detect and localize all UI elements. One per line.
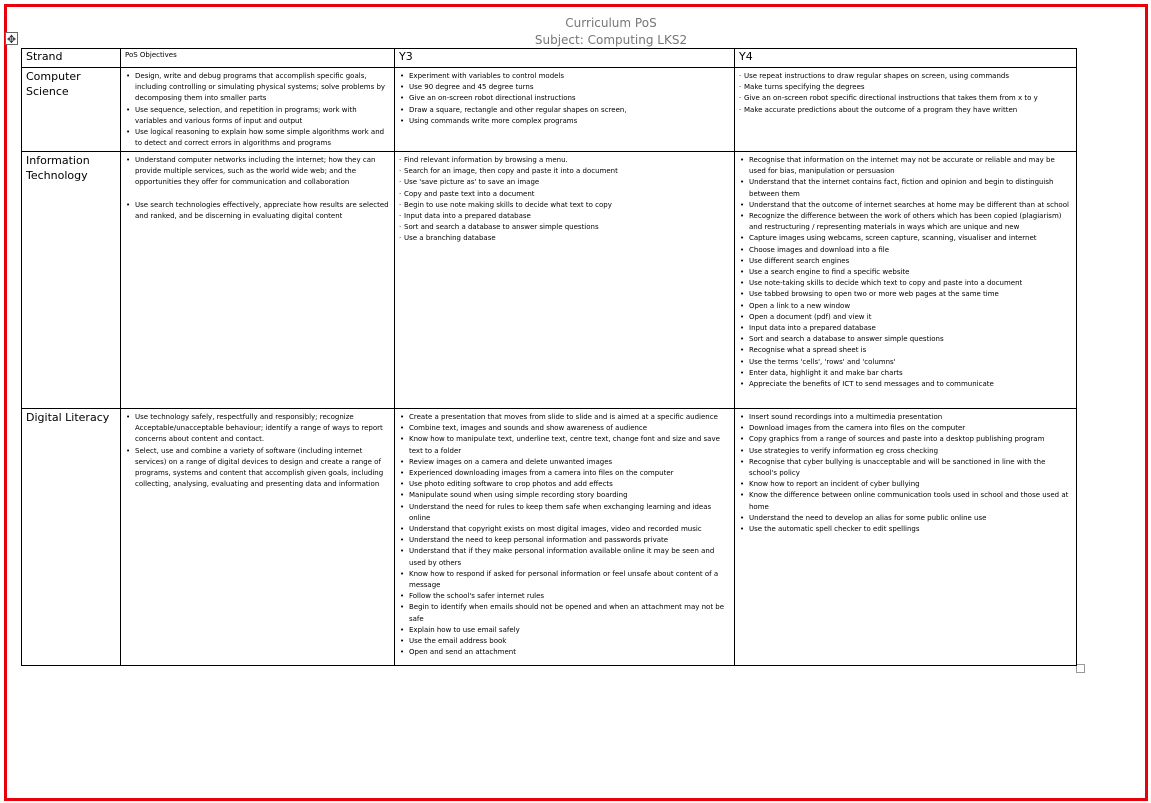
objective-item: • Use tabbed browsing to open two or more web pages at the same time — [739, 289, 1072, 300]
objective-item: · Sort and search a database to answer simple questions — [399, 222, 730, 233]
objective-item: • Design, write and debug programs that accomplish specific goals, including controlling or simulating physical systems; solve problems by decomposing them into smaller parts — [125, 71, 390, 105]
objective-item: · Find relevant information by browsing a menu. — [399, 155, 730, 166]
objective-item: • Recognize the difference between the work of others which has been copied (plagiarism) and restructuring / representing materials in ways which are unique and new — [739, 211, 1072, 233]
objective-item: • Input data into a prepared database — [739, 323, 1072, 334]
objective-item: · Use a branching database — [399, 233, 730, 244]
objective-item: • Explain how to use email safely — [399, 625, 730, 636]
y3-cell — [395, 152, 735, 409]
strand-cell: Digital Literacy — [22, 409, 121, 666]
objective-item: • Understand the need to keep personal information and passwords private — [399, 535, 730, 546]
pos-cell — [121, 409, 395, 666]
objective-item: • Use technology safely, respectfully and responsibly; recognize Acceptable/unacceptable behaviour; identify a range of ways to report concerns about content and contact. — [125, 412, 390, 446]
objective-item: • Use the email address book — [399, 636, 730, 647]
objective-item: • Understand that the internet contains fact, fiction and opinion and begin to distinguish between them — [739, 177, 1072, 199]
objective-item: • Combine text, images and sounds and show awareness of audience — [399, 423, 730, 434]
objective-item: • Begin to identify when emails should not be opened and when an attachment may not be safe — [399, 602, 730, 624]
table-header-row — [22, 49, 1077, 68]
table-resize-handle[interactable] — [1076, 664, 1085, 673]
objective-item: • Download images from the camera into files on the computer — [739, 423, 1072, 434]
objective-item: · Input data into a prepared database — [399, 211, 730, 222]
objective-item: • Know how to manipulate text, underline text, centre text, change font and size and save text to a folder — [399, 434, 730, 456]
objective-item: • Recognise that cyber bullying is unacceptable and will be sanctioned in line with the school's policy — [739, 457, 1072, 479]
objective-item: • Create a presentation that moves from slide to slide and is aimed at a specific audience — [399, 412, 730, 423]
objective-item: • Use the terms 'cells', 'rows' and 'columns' — [739, 357, 1072, 368]
header-strand: Strand — [22, 49, 121, 68]
pos-cell — [121, 68, 395, 152]
table-row — [22, 152, 1077, 409]
objective-item: • Understand that the outcome of internet searches at home may be different than at school — [739, 200, 1072, 211]
objective-item: • Use note-taking skills to decide which text to copy and paste into a document — [739, 278, 1072, 289]
curriculum-table — [21, 48, 1077, 666]
objective-item: · Use 'save picture as' to save an image — [399, 177, 730, 188]
objective-item: • Understand the need for rules to keep them safe when exchanging learning and ideas online — [399, 502, 730, 524]
objective-item: • Know how to respond if asked for personal information or feel unsafe about content of a message — [399, 569, 730, 591]
objective-item: • Use sequence, selection, and repetition in programs; work with variables and various forms of input and output — [125, 105, 390, 127]
strand-cell: Information Technology — [22, 152, 121, 409]
objective-item: • Use the automatic spell checker to edit spellings — [739, 524, 1072, 535]
table-move-handle-icon[interactable]: ✥ — [6, 33, 17, 46]
table-row — [22, 68, 1077, 152]
objective-item: · Make accurate predictions about the outcome of a program they have written — [739, 105, 1072, 116]
objective-item: • Use search technologies effectively, appreciate how results are selected and ranked, and be discerning in evaluating digital content — [125, 200, 390, 222]
objective-item: • Use a search engine to find a specific website — [739, 267, 1072, 278]
y4-cell — [735, 152, 1077, 409]
objective-item: · Give an on-screen robot specific directional instructions that takes them from x to y — [739, 93, 1072, 104]
header-pos-objectives: PoS Objectives — [121, 49, 395, 68]
header-y3: Y3 — [395, 49, 735, 68]
strand-cell: Computer Science — [22, 68, 121, 152]
objective-item: • Understand computer networks including the internet; how they can provide multiple services, such as the world wide web; and the opportunities they offer for communication and collaboration — [125, 155, 390, 189]
y4-cell — [735, 68, 1077, 152]
objective-item: • Insert sound recordings into a multimedia presentation — [739, 412, 1072, 423]
table-row — [22, 409, 1077, 666]
objective-item: • Recognise what a spread sheet is — [739, 345, 1072, 356]
objective-item: · Copy and paste text into a document — [399, 189, 730, 200]
objective-item: • Copy graphics from a range of sources and paste into a desktop publishing program — [739, 434, 1072, 445]
objective-item: • Know the difference between online communication tools used in school and those used at home — [739, 490, 1072, 512]
y3-cell — [395, 409, 735, 666]
objective-item: • Open a document (pdf) and view it — [739, 312, 1072, 323]
header-y4: Y4 — [735, 49, 1077, 68]
objective-item: • Open a link to a new window — [739, 301, 1072, 312]
objective-item: • Open and send an attachment — [399, 647, 730, 658]
document-title: Curriculum PoS — [565, 16, 657, 30]
objective-item: • Experiment with variables to control models — [399, 71, 730, 82]
objective-item: • Give an on-screen robot directional instructions — [399, 93, 730, 104]
objective-item: • Appreciate the benefits of ICT to send messages and to communicate — [739, 379, 1072, 390]
objective-item: • Select, use and combine a variety of software (including internet services) on a range of digital devices to design and create a range of programs, systems and content that accomplish given goals, including collecting, analysing, evaluating and presenting data and information — [125, 446, 390, 491]
document-subject: Subject: Computing LKS2 — [534, 33, 688, 47]
objective-item: • Understand the need to develop an alias for some public online use — [739, 513, 1072, 524]
objective-item: • Understand that if they make personal information available online it may be seen and used by others — [399, 546, 730, 568]
y3-cell — [395, 68, 735, 152]
objective-item: • Using commands write more complex programs — [399, 116, 730, 127]
y4-cell — [735, 409, 1077, 666]
objective-item: • Experienced downloading images from a camera into files on the computer — [399, 468, 730, 479]
objective-item: • Understand that copyright exists on most digital images, video and recorded music — [399, 524, 730, 535]
objective-item: • Know how to report an incident of cyber bullying — [739, 479, 1072, 490]
objective-item: • Review images on a camera and delete unwanted images — [399, 457, 730, 468]
objective-item: • Draw a square, rectangle and other regular shapes on screen, — [399, 105, 730, 116]
objective-item: • Choose images and download into a file — [739, 245, 1072, 256]
objective-item: • Recognise that information on the internet may not be accurate or reliable and may be used for bias, manipulation or persuasion — [739, 155, 1072, 177]
objective-item: • Manipulate sound when using simple recording story boarding — [399, 490, 730, 501]
objective-item: · Make turns specifying the degrees — [739, 82, 1072, 93]
objective-item: • Use strategies to verify information eg cross checking — [739, 446, 1072, 457]
objective-item: • Follow the school's safer internet rules — [399, 591, 730, 602]
objective-item: · Search for an image, then copy and paste it into a document — [399, 166, 730, 177]
objective-item: • Sort and search a database to answer simple questions — [739, 334, 1072, 345]
objective-item: • Use logical reasoning to explain how some simple algorithms work and to detect and correct errors in algorithms and programs — [125, 127, 390, 149]
objective-item: • Capture images using webcams, screen capture, scanning, visualiser and internet — [739, 233, 1072, 244]
objective-item: · Begin to use note making skills to decide what text to copy — [399, 200, 730, 211]
objective-item: • Enter data, highlight it and make bar charts — [739, 368, 1072, 379]
pos-cell — [121, 152, 395, 409]
objective-item: • Use photo editing software to crop photos and add effects — [399, 479, 730, 490]
objective-item: · Use repeat instructions to draw regular shapes on screen, using commands — [739, 71, 1072, 82]
objective-item: • Use 90 degree and 45 degree turns — [399, 82, 730, 93]
objective-item: • Use different search engines — [739, 256, 1072, 267]
